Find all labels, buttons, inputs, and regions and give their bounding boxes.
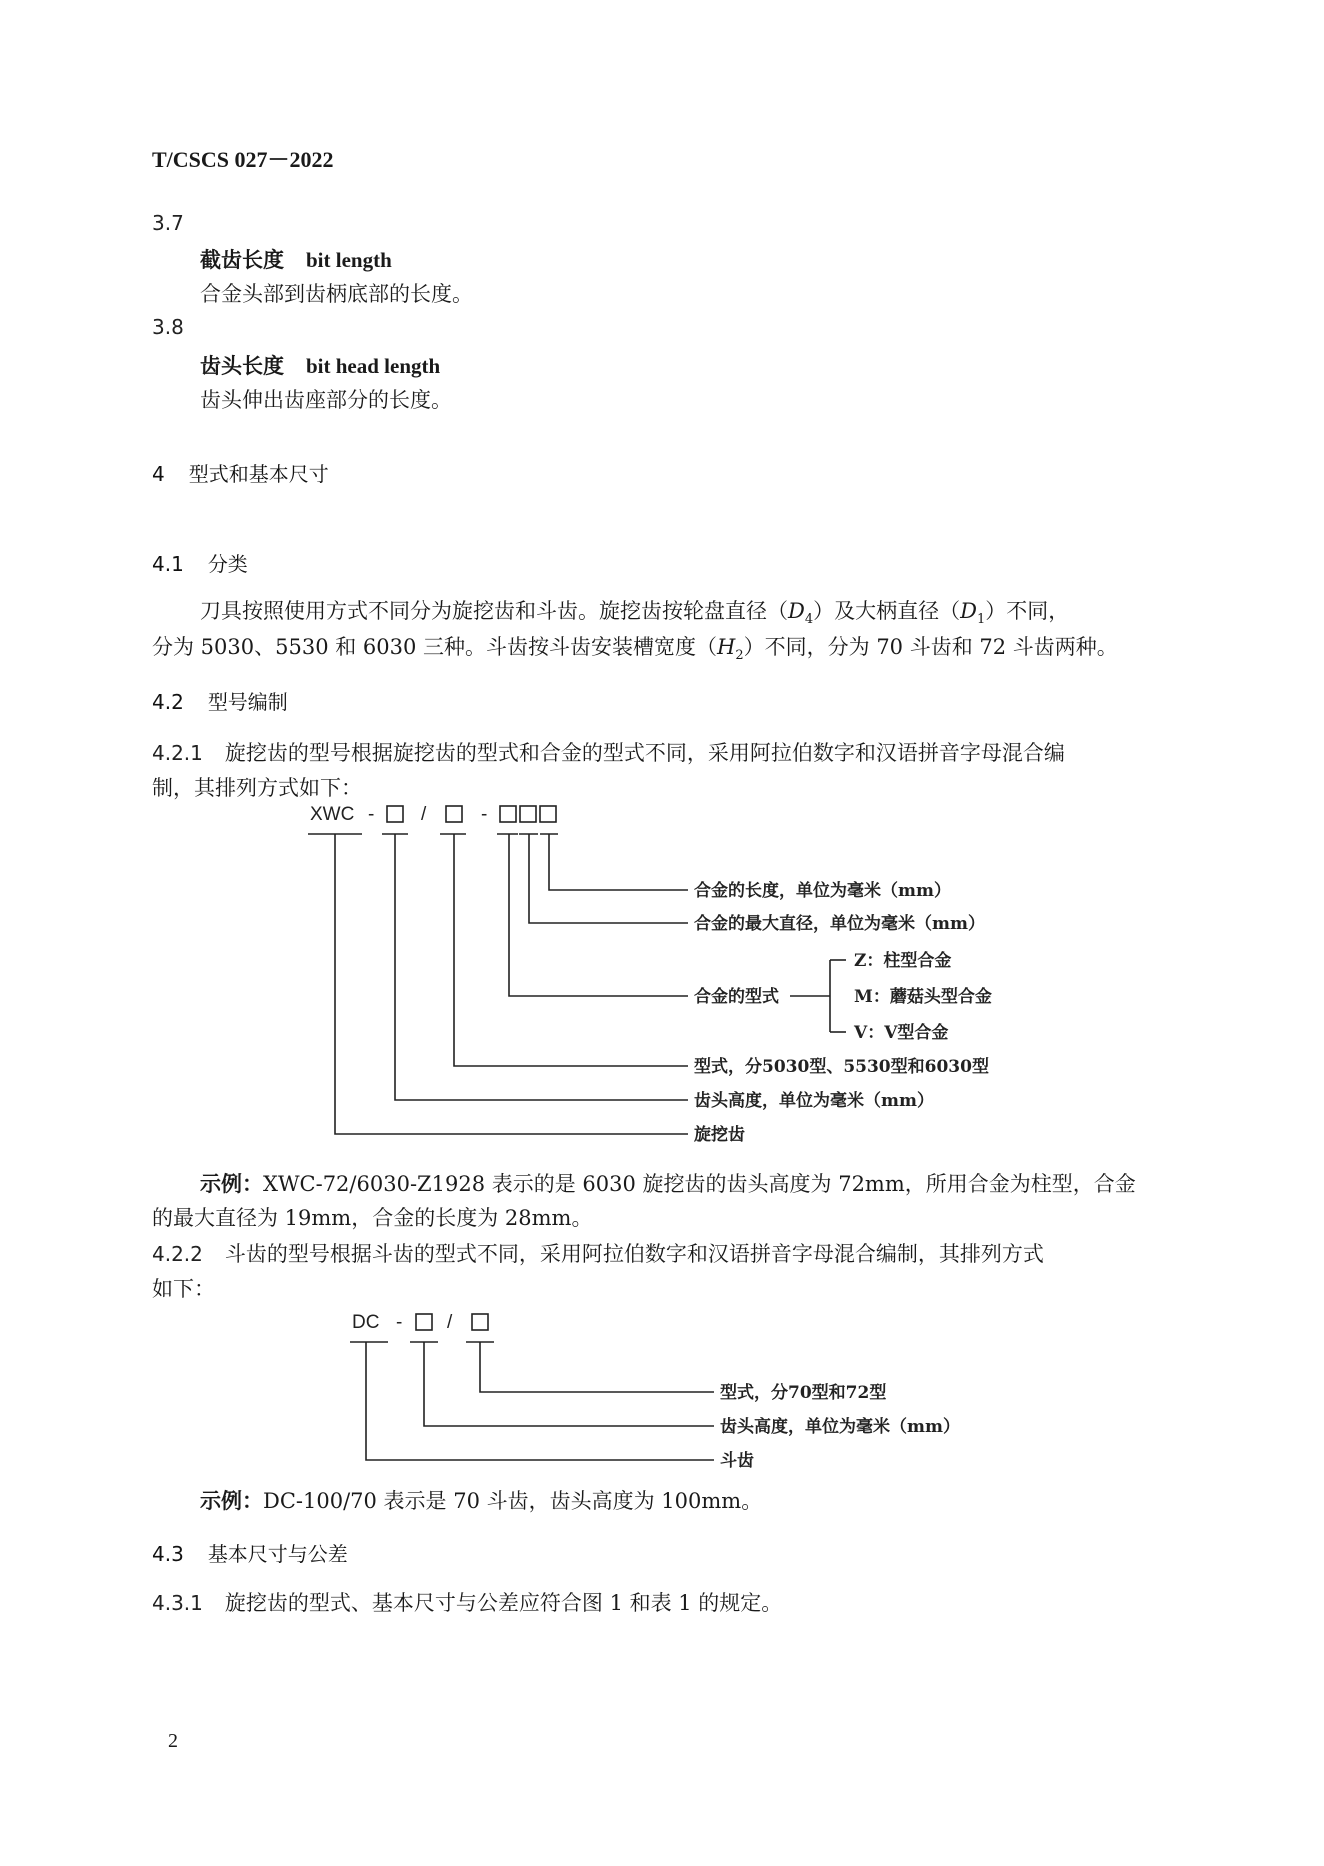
- leader-form: [454, 834, 688, 1066]
- classification-line-2: [152, 630, 1118, 673]
- text-run: 分为 5030、5530 和 6030 三种。斗齿按斗齿安装槽宽度（: [152, 635, 718, 659]
- section-number: 4.2: [152, 690, 184, 714]
- section-4-3-heading: [152, 1538, 348, 1567]
- label-bucket-tooth: 斗齿: [720, 1451, 754, 1471]
- placeholder-box: [472, 1314, 488, 1330]
- section-number: 4: [152, 462, 165, 486]
- clause-4-2-1-line-1: [152, 736, 1065, 771]
- code-slash: /: [421, 804, 427, 825]
- example-text: XWC-72/6030-Z1928 表示的是 6030 旋挖齿的齿头高度为 72mm，所用合金为柱型，合金: [263, 1172, 1136, 1196]
- text-run: ）及大柄直径（: [813, 599, 961, 623]
- clause-3-8-definition: 齿头伸出齿座部分的长度。: [200, 388, 452, 412]
- placeholder-box: [500, 806, 516, 822]
- clause-3-8-term: [200, 350, 440, 380]
- section-number: 4.3: [152, 1542, 184, 1566]
- example-1-line-1: [200, 1166, 1136, 1202]
- clause-4-2-2-line-1: [152, 1237, 1044, 1272]
- leader-form: [480, 1342, 714, 1392]
- clause-number: 4.2.2: [152, 1242, 203, 1266]
- term-english: bit head length: [306, 354, 441, 378]
- text-run: 刀具按照使用方式不同分为旋挖齿和斗齿。旋挖齿按轮盘直径（: [200, 599, 788, 623]
- leader-alloy-type: [509, 834, 688, 996]
- placeholder-box: [540, 806, 556, 822]
- var-d: D: [960, 599, 977, 623]
- document-id: T/CSCS 027－2022: [152, 147, 334, 172]
- label-head-height: 齿头高度，单位为毫米（mm）: [720, 1417, 960, 1437]
- leader-name: [335, 834, 688, 1134]
- code-dash: -: [481, 804, 488, 825]
- option-z-column: Z：柱型合金: [854, 951, 952, 971]
- clause-3-7-number: 3.7: [152, 211, 184, 235]
- section-4-2-heading: [152, 686, 288, 715]
- term-english: bit length: [306, 248, 392, 272]
- bucket-tooth-code-diagram: [340, 1306, 1020, 1476]
- code-dash: -: [368, 804, 375, 825]
- section-title: 型式和基本尺寸: [188, 462, 329, 486]
- placeholder-box: [387, 806, 403, 822]
- var-d: D: [788, 599, 805, 623]
- placeholder-box: [446, 806, 462, 822]
- clause-text: 斗齿的型号根据斗齿的型式不同，采用阿拉伯数字和汉语拼音字母混合编制，其排列方式: [224, 1242, 1044, 1266]
- text-run: ）不同，: [985, 599, 1070, 623]
- text-run: ）不同，分为 70 斗齿和 72 斗齿两种。: [743, 635, 1118, 659]
- label-form: 型式，分70型和72型: [720, 1383, 887, 1403]
- label-form: 型式，分5030型、5530型和6030型: [694, 1057, 989, 1077]
- clause-3-7-definition: 合金头部到齿柄底部的长度。: [200, 282, 473, 306]
- clause-text: 旋挖齿的型号根据旋挖齿的型式和合金的型式不同，采用阿拉伯数字和汉语拼音字母混合编: [224, 741, 1065, 765]
- term-chinese: 齿头长度: [200, 353, 284, 378]
- section-4-heading: [152, 458, 329, 487]
- sub-2: 2: [735, 648, 744, 664]
- clause-4-2-2-line-2: 如下：: [152, 1277, 215, 1301]
- label-alloy-length: 合金的长度，单位为毫米（mm）: [694, 881, 951, 901]
- placeholder-box: [520, 806, 536, 822]
- code-prefix: XWC: [310, 804, 355, 825]
- section-number: 4.1: [152, 552, 184, 576]
- example-text: DC-100/70 表示是 70 斗齿，齿头高度为 100mm。: [263, 1489, 763, 1513]
- example-label: 示例：: [200, 1488, 263, 1513]
- section-4-1-heading: [152, 548, 248, 577]
- sub-1: 1: [976, 612, 986, 628]
- leader-head-height: [395, 834, 688, 1100]
- label-head-height: 齿头高度，单位为毫米（mm）: [694, 1091, 934, 1111]
- example-label: 示例：: [200, 1171, 263, 1196]
- term-chinese: 截齿长度: [200, 247, 284, 272]
- sub-4: 4: [804, 612, 814, 628]
- code-prefix: DC: [352, 1312, 380, 1333]
- clause-3-7-term: [200, 244, 392, 274]
- example-2-line: [200, 1483, 762, 1519]
- clause-text: 旋挖齿的型式、基本尺寸与公差应符合图 1 和表 1 的规定。: [224, 1591, 783, 1615]
- option-m-mushroom: M：蘑菇头型合金: [854, 987, 992, 1007]
- clause-4-2-1-line-2: 制，其排列方式如下：: [152, 776, 362, 800]
- code-slash: /: [447, 1312, 453, 1333]
- clause-number: 4.2.1: [152, 741, 203, 765]
- example-1-line-2: 的最大直径为 19mm，合金的长度为 28mm。: [152, 1206, 593, 1230]
- code-dash: -: [396, 1312, 403, 1333]
- page-number: 2: [168, 1730, 178, 1752]
- leader-head-height: [424, 1342, 714, 1426]
- label-alloy-type: 合金的型式: [694, 987, 779, 1007]
- clause-number: 4.3.1: [152, 1591, 203, 1615]
- placeholder-box: [416, 1314, 432, 1330]
- label-rotary-bit: 旋挖齿: [694, 1125, 745, 1145]
- leader-alloy-length: [549, 834, 688, 890]
- bit-model-code-diagram: [300, 798, 1060, 1158]
- var-h: H: [717, 635, 736, 659]
- leader-alloy-dia: [529, 834, 688, 923]
- label-alloy-max-diameter: 合金的最大直径，单位为毫米（mm）: [694, 914, 985, 934]
- section-title: 分类: [207, 552, 248, 576]
- section-title: 基本尺寸与公差: [207, 1542, 348, 1566]
- leader-name: [366, 1342, 714, 1460]
- clause-3-8-number: 3.8: [152, 315, 184, 339]
- clause-4-3-1: [152, 1586, 782, 1621]
- section-title: 型号编制: [207, 690, 288, 714]
- option-v-type: V：V型合金: [854, 1023, 949, 1043]
